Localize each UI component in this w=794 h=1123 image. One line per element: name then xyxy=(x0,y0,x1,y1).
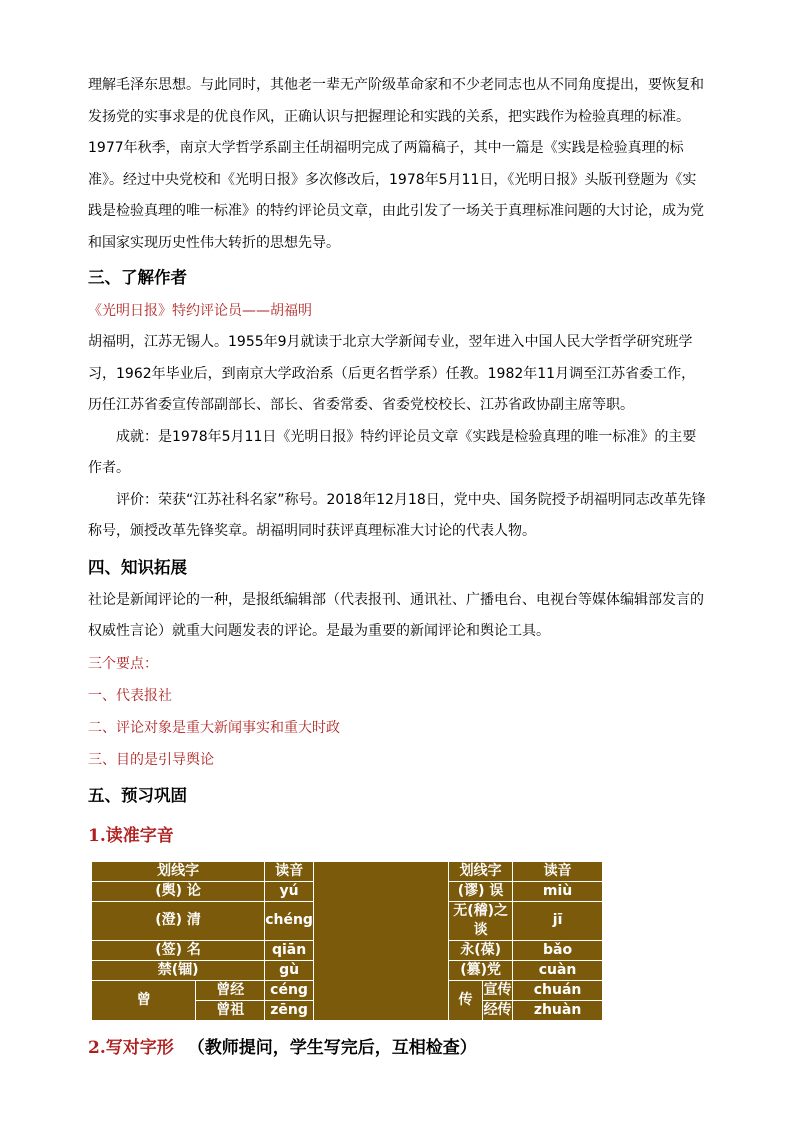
cell-char: (澄) 清 xyxy=(92,901,265,940)
table-row xyxy=(92,861,603,881)
group-word: 经传 xyxy=(483,1000,513,1020)
cell-char: 禁(锢) xyxy=(92,960,265,980)
sub-heading-writing-note: （教师提问，学生写完后，互相检查） xyxy=(187,1037,477,1058)
author-evaluation: 评价：荣获“江苏社科名家”称号。2018年12月18日，党中央、国务院授予胡福明同志改革先锋称号，颁授改革先锋奖章。胡福明同时获评真理标准大讨论的代表人物。 xyxy=(88,491,706,539)
cell-pron: bǎo xyxy=(513,940,603,960)
header-pron-right: 读音 xyxy=(513,861,603,881)
author-bio: 胡福明，江苏无锡人。1955年9月就读于北京大学新闻专业，翌年进入中国人民大学哲学研究班学习，1962年毕业后，到南京大学政治系（后更名哲学系）任教。1982年11月调至江苏省委工作，历任江苏省委宣传部副部长、部长、省委常委、省委党校校长、江苏省政协副主席等职。 xyxy=(88,334,696,413)
header-pron-left: 读音 xyxy=(265,861,314,881)
cell-char: (签) 名 xyxy=(92,940,265,960)
point-item: 一、代表报社 xyxy=(88,687,172,704)
sub-heading-writing xyxy=(88,1035,708,1061)
points-title: 三个要点： xyxy=(88,655,158,672)
pronunciation-table xyxy=(91,861,603,1021)
cell-pron: chuán xyxy=(513,980,603,1000)
sub-heading-writing-title: 2.写对字形 xyxy=(88,1037,174,1058)
group-word: 曾祖 xyxy=(196,1000,265,1020)
section-heading-knowledge: 四、知识拓展 xyxy=(88,557,187,577)
cell-pron: chéng xyxy=(265,901,314,940)
cell-pron: jī xyxy=(513,901,603,940)
cell-char: 永(葆) xyxy=(449,940,513,960)
cell-char: (舆) 论 xyxy=(92,881,265,901)
point-item: 三、目的是引导舆论 xyxy=(88,751,214,768)
cell-pron: céng xyxy=(265,980,314,1000)
cell-pron: cuàn xyxy=(513,960,603,980)
header-char-left: 划线字 xyxy=(92,861,265,881)
intro-paragraph: 理解毛泽东思想。与此同时，其他老一辈无产阶级革命家和不少老同志也从不同角度提出，要恢复和发扬党的实事求是的优良作风，正确认识与把握理论和实践的关系，把实践作为检验真理的标准。1977年秋季，南京大学哲学系副主任胡福明完成了两篇稿子，其中一篇是《实践是检验真理的标准》。经过中央党校和《光明日报》多次修改后，1978年5月11日，《光明日报》头版刊登题为《实践是检验真理的唯一标准》的特约评论员文章，由此引发了一场关于真理标准问题的大讨论，成为党和国家实现历史性伟大转折的思想先导。 xyxy=(88,77,704,251)
cell-pron: miù xyxy=(513,881,603,901)
cell-char: (篡)党 xyxy=(449,960,513,980)
cell-char: (谬) 误 xyxy=(449,881,513,901)
cell-char: 无(稽)之谈 xyxy=(449,901,513,940)
header-char-right: 划线字 xyxy=(449,861,513,881)
section-heading-review: 五、预习巩固 xyxy=(88,785,187,805)
cell-pron: yú xyxy=(265,881,314,901)
author-achievement: 成就：是1978年5月11日《光明日报》特约评论员文章《实践是检验真理的唯一标准》的主要作者。 xyxy=(88,428,697,476)
group-word: 宣传 xyxy=(483,980,513,1000)
author-subtitle: 《光明日报》特约评论员——胡福明 xyxy=(88,303,312,319)
group-char-right: 传 xyxy=(449,980,483,1020)
point-item: 二、评论对象是重大新闻事实和重大时政 xyxy=(88,719,340,736)
cell-pron: gù xyxy=(265,960,314,980)
cell-pron: zēng xyxy=(265,1000,314,1020)
document-page xyxy=(88,70,708,1073)
group-word: 曾经 xyxy=(196,980,265,1000)
editorial-definition: 社论是新闻评论的一种，是报纸编辑部（代表报刊、通讯社、广播电台、电视台等媒体编辑部发言的权威性言论）就重大问题发表的评论。是最为重要的新闻评论和舆论工具。 xyxy=(88,591,704,639)
cell-pron: qiān xyxy=(265,940,314,960)
group-char-left: 曾 xyxy=(92,980,196,1020)
section-heading-author: 三、了解作者 xyxy=(88,268,187,287)
table-divider xyxy=(313,861,448,1020)
sub-heading-pronunciation: 1.读准字音 xyxy=(88,825,174,846)
cell-pron: zhuàn xyxy=(513,1000,603,1020)
